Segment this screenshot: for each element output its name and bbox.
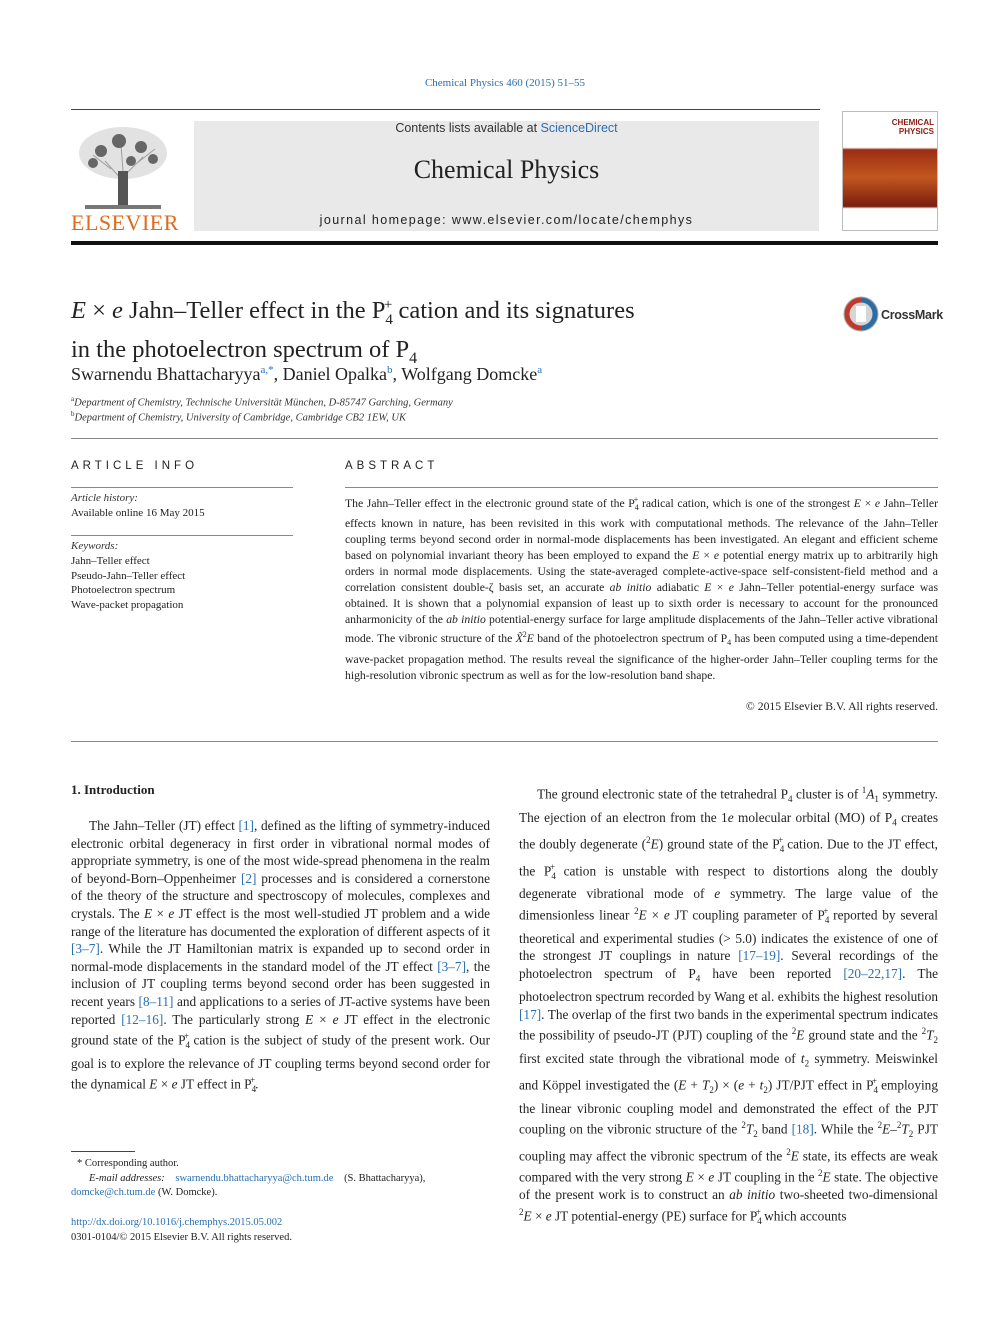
citation-link[interactable]: [20–22,17] bbox=[843, 965, 903, 981]
contents-prefix: Contents lists available at bbox=[395, 121, 541, 135]
keywords-rule bbox=[71, 535, 293, 536]
citation-link[interactable]: [8–11] bbox=[138, 993, 174, 1009]
keyword: Photoelectron spectrum bbox=[71, 584, 176, 596]
title-line-1: E × e Jahn–Teller effect in the $P_4^+$ cation and its signatures bbox=[71, 297, 635, 329]
article-info-heading: ARTICLE INFO bbox=[71, 460, 199, 472]
article-title bbox=[71, 290, 791, 374]
abstract-body: The Jahn–Teller effect in the electronic ground state of the $P_4^+$ radical cation, which is one of the strongest E × e Jahn–Teller effects known in nature, has been revisited in this work with computational methods. The relevance of the Jahn–Teller coupling terms beyond second order in normal-mode displacements has been investigated. An elegant and efficient scheme based on polynomial invariant theory has been employed to expand the E × e potential energy matrix up to arbitrarily high orders in normal mode displacements. Using the state-averaged complete-active-space self-consistent-field method and a correlation consistent double-ζ basis set, an accurate ab initio adiabatic E × e Jahn–Teller potential-energy surface was obtained. It is shown that a polynomial expansion of least up to sixth order is necessary to account for the pronounced anharmonicity of the ab initio potential-energy surface for large amplitude displacements of the Jahn–Teller active vibrational mode. The vibronic structure of the X̃$^2$E band of the photoelectron spectrum of $P_4$ has been computed using a time-dependent wave-packet propagation method. The results reveal the significance of the higher-order Jahn–Teller coupling terms for the high-resolution vibronic spectrum as well as for the low-resolution band shape. bbox=[345, 495, 939, 682]
footnote-rule bbox=[71, 1151, 135, 1152]
article-info-rule bbox=[71, 487, 293, 488]
email-owner: (W. Domcke). bbox=[157, 1187, 218, 1199]
crossmark-icon[interactable] bbox=[843, 296, 879, 332]
author-affiliation-marker[interactable]: a,* bbox=[260, 364, 274, 376]
crossmark-label[interactable]: CrossMark bbox=[881, 308, 943, 322]
history-label: Article history: bbox=[71, 492, 138, 504]
elsevier-wordmark: ELSEVIER bbox=[71, 210, 179, 235]
cover-title-line2: PHYSICS bbox=[898, 127, 934, 136]
abstract-bottom-rule bbox=[71, 741, 938, 742]
author-name[interactable]: Swarnendu Bhattacharyya bbox=[71, 364, 261, 384]
footnotes: * Corresponding author. E-mail addresses: swarnendu.bhattacharyya@ch.tum.de (S. Bhattacharyya), domcke@ch.tum.de (W. Domcke). bbox=[71, 1158, 426, 1199]
abstract-rule bbox=[345, 487, 938, 488]
email-link[interactable]: swarnendu.bhattacharyya@ch.tum.de bbox=[175, 1172, 334, 1184]
keyword: Pseudo-Jahn–Teller effect bbox=[71, 569, 186, 582]
email-link[interactable]: domcke@ch.tum.de bbox=[71, 1187, 156, 1199]
citation-link[interactable]: [2] bbox=[240, 870, 257, 886]
keywords-label: Keywords: bbox=[71, 540, 119, 552]
affiliation-text: Department of Chemistry, University of Cambridge, Cambridge CB2 1EW, UK bbox=[74, 412, 407, 424]
affiliation-text: Department of Chemistry, Technische Universität München, D-85747 Garching, Germany bbox=[74, 397, 453, 409]
history-value: Available online 16 May 2015 bbox=[71, 507, 205, 519]
cover-title-line1: CHEMICAL bbox=[891, 118, 934, 127]
doi-block bbox=[71, 1216, 490, 1245]
sciencedirect-link[interactable]: ScienceDirect bbox=[540, 121, 618, 135]
keyword: Wave-packet propagation bbox=[71, 598, 184, 611]
journal-name: Chemical Physics bbox=[413, 155, 600, 184]
keyword: Jahn–Teller effect bbox=[71, 555, 150, 567]
author-list: Swarnendu Bhattacharyya$^{a,*}$, Daniel Opalka$^b$, Wolfgang Domcke$^a$ bbox=[71, 364, 543, 384]
citation-link[interactable]: [3–7] bbox=[437, 958, 467, 974]
journal-reference[interactable]: Chemical Physics 460 (2015) 51–55 bbox=[424, 77, 586, 89]
abstract-copyright: © 2015 Elsevier B.V. All rights reserved. bbox=[745, 700, 938, 713]
keyword-list bbox=[71, 554, 185, 612]
issn-copyright: 0301-0104/© 2015 Elsevier B.V. All rights reserved. bbox=[71, 1231, 292, 1243]
intro-left-column: The Jahn–Teller (JT) effect [1], defined as the lifting of symmetry-induced electronic orbital degeneracy in first order in vibrational normal modes of appropriate symmetry, is one of the most wide-spread phenomena in the realm of beyond-Born–Oppenheimer [2] processes and is considered a cornerstone of the theory of the structure and spectroscopy of molecules, complexes and crystals. The E × e JT effect is the most well-studied JT problem and a wide range of the literature has documented the exploration of different aspects of it [3–7]. While the JT Hamiltonian matrix is expanded up to second order in normal-mode displacements in the standard model of the JT effect [3–7], the inclusion of JT coupling terms beyond second order has been suggested in recent years [8–11] and applications to a series of JT-active systems have been reported [12–16]. The particularly strong E × e JT effect in the electronic ground state of the $P_4^+$ cation is the subject of study of the present work. Our goal is to explore the relevance of JT coupling terms beyond second order for the dynamical E × e JT effect in $P_4^+$. bbox=[71, 818, 491, 1095]
corresponding-note: Corresponding author. bbox=[84, 1158, 179, 1169]
author-affiliation-marker[interactable]: b bbox=[387, 364, 393, 376]
author-name[interactable]: Daniel Opalka bbox=[282, 364, 388, 384]
affiliation-key: b bbox=[71, 410, 75, 418]
header-thick-rule bbox=[71, 241, 938, 245]
citation-link[interactable]: [18] bbox=[791, 1121, 814, 1137]
doi-link[interactable]: http://dx.doi.org/10.1016/j.chemphys.2015.05.002 bbox=[71, 1217, 283, 1228]
abstract-heading: ABSTRACT bbox=[345, 460, 439, 472]
citation-link[interactable]: [1] bbox=[238, 818, 254, 833]
header-top-rule bbox=[71, 109, 820, 110]
citation-link[interactable]: [3–7] bbox=[71, 941, 100, 957]
citation-link[interactable]: [12–16] bbox=[121, 1011, 164, 1027]
email-owner: (S. Bhattacharyya), bbox=[344, 1172, 426, 1184]
citation-link[interactable]: [17] bbox=[519, 1006, 542, 1022]
author-name[interactable]: Wolfgang Domcke bbox=[401, 364, 538, 384]
affiliation-divider bbox=[71, 438, 938, 439]
contents-line bbox=[194, 121, 819, 135]
intro-right-column: The ground electronic state of the tetrahedral $P_4$ cluster is of $^1A_1$ symmetry. The ejection of an electron from the 1e molecular orbital (MO) of $P_4$ creates the doubly degenerate ($^2$E) ground state of the $P_4^+$ cation. Due to the JT effect, the $P_4^+$ cation is unstable with respect to distortions along the doubly degenerate vibrational mode of e symmetry. The large value of the dimensionless linear $^2$E × e JT coupling parameter of $P_4^+$ reported by several theoretical and experimental studies (> 5.0) indicates the existence of one of the strongest JT couplings in nature [17–19]. Several recordings of the photoelectron spectrum of $P_4$ have been reported [20–22,17]. The photoelectron spectrum recorded by Wang et al. exhibits the highest resolution [17]. The overlap of the first two bands in the experimental spectrum indicates the possibility of pseudo-JT (PJT) coupling of the $^2$E ground state and the $^2T_2$ first excited state through the vibrational mode of $t_2$ symmetry. Meiswinkel and Köppel investigated the $(E + T_2) \times (e + t_2)$ JT/PJT effect in $P_4^+$ employing the linear vibronic coupling model and demonstrated the effect of the PJT coupling on the vibronic structure of the $^2T_2$ band [18]. While the $^2E-^2T_2$ PJT coupling may affect the vibronic spectrum of the $^2$E state, its effects are weak compared with the very strong E × e JT coupling in the $^2$E state. The objective of the present work is to construct an ab initio two-sheeted two-dimensional $^2$E × e JT potential-energy (PE) surface for $P_4^+$ which accounts bbox=[519, 785, 939, 1226]
author-affiliation-marker[interactable]: a bbox=[537, 364, 543, 376]
cover-title bbox=[852, 118, 934, 136]
affiliation-key: a bbox=[71, 395, 75, 403]
section-heading: 1. Introduction bbox=[71, 782, 155, 797]
journal-homepage[interactable]: journal homepage: www.elsevier.com/locate/chemphys bbox=[319, 213, 694, 227]
title-line-2: in the photoelectron spectrum of $P_4$ bbox=[71, 336, 418, 367]
email-label: E-mail addresses: bbox=[89, 1172, 165, 1184]
affiliation bbox=[71, 410, 831, 424]
affiliation bbox=[71, 395, 831, 409]
citation-link[interactable]: [17–19] bbox=[738, 948, 781, 964]
